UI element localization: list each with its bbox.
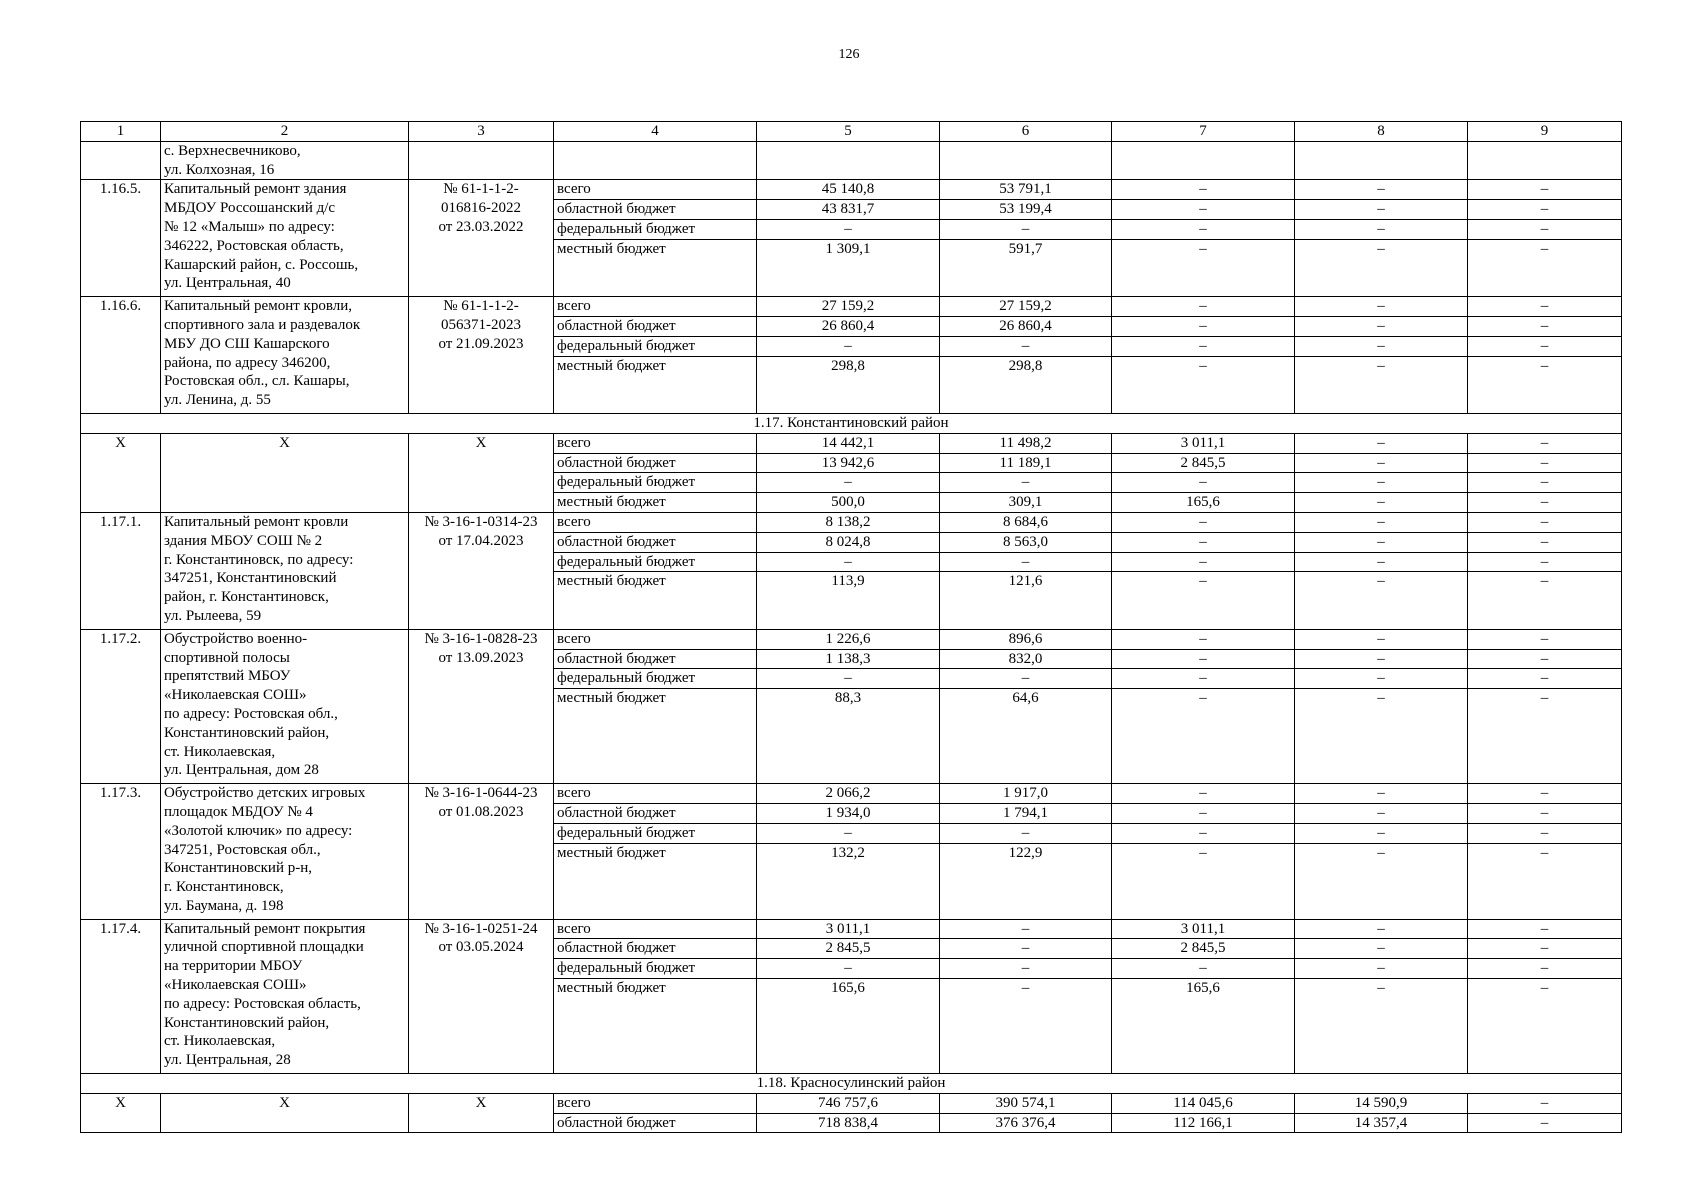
amount-cell-col6: 8 563,0: [940, 532, 1112, 552]
amount-cell-col9: –: [1468, 552, 1622, 572]
amount-cell-col6: 53 199,4: [940, 200, 1112, 220]
amount-cell-col7: –: [1112, 649, 1295, 669]
amount-cell-col9: –: [1468, 336, 1622, 356]
amount-cell-col7: –: [1112, 512, 1295, 532]
amount-cell-col8: –: [1295, 803, 1468, 823]
amount-cell-col8: –: [1295, 843, 1468, 919]
amount-cell-col8: –: [1295, 959, 1468, 979]
amount-cell-col7: –: [1112, 689, 1295, 784]
item-name-cell: Капитальный ремонт кровли здания МБОУ СОШ № 2 г. Константиновск, по адресу: 347251, Константиновский район, г. Константиновск, ул. Рылеева, 59: [161, 512, 409, 629]
amount-cell-col8: –: [1295, 649, 1468, 669]
amount-cell-col9: –: [1468, 239, 1622, 296]
amount-cell-col8: 14 357,4: [1295, 1113, 1468, 1133]
amount-cell-col9: –: [1468, 493, 1622, 513]
amount-cell-col6: 11 498,2: [940, 433, 1112, 453]
amount-cell-col9: –: [1468, 803, 1622, 823]
amount-cell-col9: –: [1468, 939, 1622, 959]
amount-cell-col5: 1 934,0: [757, 803, 940, 823]
item-number-cell: 1.16.6.: [81, 297, 161, 414]
table-row: [81, 512, 1622, 532]
funding-source-cell: всего: [554, 297, 757, 317]
column-number-9: 9: [1468, 122, 1622, 142]
amount-cell-col8: –: [1295, 239, 1468, 296]
amount-cell-col7: –: [1112, 823, 1295, 843]
empty-cell: [554, 141, 757, 180]
amount-cell-col8: –: [1295, 979, 1468, 1074]
funding-source-cell: федеральный бюджет: [554, 823, 757, 843]
section-title: 1.18. Красносулинский район: [81, 1074, 1622, 1094]
item-number-cell: [81, 141, 161, 180]
amount-cell-col8: –: [1295, 219, 1468, 239]
document-number-cell: № 3-16-1-0314-23 от 17.04.2023: [409, 512, 554, 629]
amount-cell-col5: 14 442,1: [757, 433, 940, 453]
column-number-4: 4: [554, 122, 757, 142]
column-number-8: 8: [1295, 122, 1468, 142]
empty-cell: [409, 141, 554, 180]
amount-cell-col7: –: [1112, 803, 1295, 823]
document-number-cell: X: [409, 1093, 554, 1133]
amount-cell-col7: –: [1112, 316, 1295, 336]
amount-cell-col9: –: [1468, 572, 1622, 629]
empty-cell: [1112, 141, 1295, 180]
amount-cell-col7: –: [1112, 784, 1295, 804]
amount-cell-col5: –: [757, 823, 940, 843]
amount-cell-col9: –: [1468, 532, 1622, 552]
amount-cell-col8: –: [1295, 784, 1468, 804]
table-body: [81, 122, 1622, 1133]
amount-cell-col6: 390 574,1: [940, 1093, 1112, 1113]
funding-source-cell: местный бюджет: [554, 493, 757, 513]
empty-cell: [1468, 141, 1622, 180]
amount-cell-col7: –: [1112, 959, 1295, 979]
amount-cell-col9: –: [1468, 316, 1622, 336]
amount-cell-col5: 1 309,1: [757, 239, 940, 296]
funding-source-cell: всего: [554, 1093, 757, 1113]
amount-cell-col5: 746 757,6: [757, 1093, 940, 1113]
amount-cell-col8: 14 590,9: [1295, 1093, 1468, 1113]
amount-cell-col7: 114 045,6: [1112, 1093, 1295, 1113]
amount-cell-col9: –: [1468, 1113, 1622, 1133]
amount-cell-col7: –: [1112, 629, 1295, 649]
amount-cell-col9: –: [1468, 200, 1622, 220]
amount-cell-col8: –: [1295, 823, 1468, 843]
amount-cell-col9: –: [1468, 959, 1622, 979]
amount-cell-col8: –: [1295, 180, 1468, 200]
column-number-6: 6: [940, 122, 1112, 142]
table-row: [81, 433, 1622, 453]
amount-cell-col7: –: [1112, 297, 1295, 317]
funding-source-cell: федеральный бюджет: [554, 336, 757, 356]
funding-source-cell: всего: [554, 512, 757, 532]
amount-cell-col9: –: [1468, 919, 1622, 939]
table-row: [81, 784, 1622, 804]
amount-cell-col7: –: [1112, 356, 1295, 413]
amount-cell-col6: 309,1: [940, 493, 1112, 513]
funding-source-cell: местный бюджет: [554, 239, 757, 296]
item-name-cell: Капитальный ремонт покрытия уличной спортивной площадки на территории МБОУ «Николаевская СОШ» по адресу: Ростовская область, Константиновский район, ст. Николаевская, ул. Центральная, 28: [161, 919, 409, 1073]
amount-cell-col5: 500,0: [757, 493, 940, 513]
page-number: 126: [838, 47, 860, 62]
amount-cell-col8: –: [1295, 572, 1468, 629]
funding-source-cell: областной бюджет: [554, 649, 757, 669]
funding-source-cell: местный бюджет: [554, 689, 757, 784]
amount-cell-col6: 11 189,1: [940, 453, 1112, 473]
amount-cell-col8: –: [1295, 200, 1468, 220]
amount-cell-col6: 64,6: [940, 689, 1112, 784]
column-number-5: 5: [757, 122, 940, 142]
amount-cell-col7: –: [1112, 200, 1295, 220]
table-row: [81, 919, 1622, 939]
item-name-cell: Обустройство военно- спортивной полосы препятствий МБОУ «Николаевская СОШ» по адресу: Ростовская обл., Константиновский район, ст. Николаевская, ул. Центральная, дом 28: [161, 629, 409, 783]
amount-cell-col9: –: [1468, 473, 1622, 493]
column-number-2: 2: [161, 122, 409, 142]
amount-cell-col8: –: [1295, 512, 1468, 532]
document-number-cell: № 3-16-1-0251-24 от 03.05.2024: [409, 919, 554, 1073]
table-row: [81, 629, 1622, 649]
amount-cell-col8: –: [1295, 669, 1468, 689]
funding-source-cell: местный бюджет: [554, 572, 757, 629]
funding-source-cell: областной бюджет: [554, 316, 757, 336]
amount-cell-col5: 2 845,5: [757, 939, 940, 959]
amount-cell-col6: 122,9: [940, 843, 1112, 919]
amount-cell-col8: –: [1295, 433, 1468, 453]
item-number-cell: 1.17.3.: [81, 784, 161, 920]
section-row: [81, 413, 1622, 433]
amount-cell-col5: 2 066,2: [757, 784, 940, 804]
amount-cell-col6: –: [940, 979, 1112, 1074]
amount-cell-col6: 832,0: [940, 649, 1112, 669]
amount-cell-col9: –: [1468, 453, 1622, 473]
amount-cell-col6: 53 791,1: [940, 180, 1112, 200]
amount-cell-col5: 45 140,8: [757, 180, 940, 200]
amount-cell-col5: –: [757, 473, 940, 493]
document-number-cell: № 3-16-1-0828-23 от 13.09.2023: [409, 629, 554, 783]
amount-cell-col7: –: [1112, 532, 1295, 552]
amount-cell-col9: –: [1468, 823, 1622, 843]
column-number-3: 3: [409, 122, 554, 142]
amount-cell-col7: –: [1112, 552, 1295, 572]
funding-source-cell: федеральный бюджет: [554, 473, 757, 493]
amount-cell-col5: –: [757, 219, 940, 239]
funding-source-cell: всего: [554, 629, 757, 649]
amount-cell-col8: –: [1295, 336, 1468, 356]
funding-source-cell: областной бюджет: [554, 803, 757, 823]
item-number-cell: 1.17.2.: [81, 629, 161, 783]
amount-cell-col5: 113,9: [757, 572, 940, 629]
amount-cell-col7: 2 845,5: [1112, 453, 1295, 473]
item-number-cell: X: [81, 1093, 161, 1133]
funding-source-cell: всего: [554, 180, 757, 200]
table-row: [81, 180, 1622, 200]
amount-cell-col8: –: [1295, 356, 1468, 413]
amount-cell-col5: 298,8: [757, 356, 940, 413]
header-row: [81, 122, 1622, 142]
amount-cell-col8: –: [1295, 316, 1468, 336]
empty-cell: [757, 141, 940, 180]
document-number-cell: № 61-1-1-2- 016816-2022 от 23.03.2022: [409, 180, 554, 297]
funding-source-cell: всего: [554, 784, 757, 804]
amount-cell-col6: –: [940, 959, 1112, 979]
amount-cell-col9: –: [1468, 784, 1622, 804]
funding-source-cell: местный бюджет: [554, 979, 757, 1074]
funding-source-cell: федеральный бюджет: [554, 219, 757, 239]
amount-cell-col9: –: [1468, 979, 1622, 1074]
amount-cell-col6: 298,8: [940, 356, 1112, 413]
amount-cell-col7: –: [1112, 180, 1295, 200]
amount-cell-col6: –: [940, 219, 1112, 239]
amount-cell-col9: –: [1468, 689, 1622, 784]
funding-source-cell: федеральный бюджет: [554, 552, 757, 572]
funding-source-cell: областной бюджет: [554, 200, 757, 220]
funding-source-cell: федеральный бюджет: [554, 669, 757, 689]
amount-cell-col7: –: [1112, 336, 1295, 356]
item-name-cell: с. Верхнесвечниково, ул. Колхозная, 16: [161, 141, 409, 180]
funding-source-cell: областной бюджет: [554, 532, 757, 552]
amount-cell-col7: 165,6: [1112, 979, 1295, 1074]
amount-cell-col8: –: [1295, 297, 1468, 317]
amount-cell-col7: 165,6: [1112, 493, 1295, 513]
empty-cell: [940, 141, 1112, 180]
empty-cell: [1295, 141, 1468, 180]
funding-source-cell: местный бюджет: [554, 356, 757, 413]
amount-cell-col7: –: [1112, 239, 1295, 296]
amount-cell-col8: –: [1295, 629, 1468, 649]
amount-cell-col6: 1 794,1: [940, 803, 1112, 823]
amount-cell-col5: 43 831,7: [757, 200, 940, 220]
amount-cell-col9: –: [1468, 1093, 1622, 1113]
item-number-cell: X: [81, 433, 161, 512]
amount-cell-col9: –: [1468, 297, 1622, 317]
funding-source-cell: всего: [554, 433, 757, 453]
amount-cell-col5: 8 138,2: [757, 512, 940, 532]
item-name-cell: Капитальный ремонт кровли, спортивного зала и раздевалок МБУ ДО СШ Кашарского района, по адресу 346200, Ростовская обл., сл. Кашары, ул. Ленина, д. 55: [161, 297, 409, 414]
item-name-cell: Капитальный ремонт здания МБДОУ Россошанский д/с № 12 «Малыш» по адресу: 346222, Ростовская область, Кашарский район, с. Россошь, ул. Центральная, 40: [161, 180, 409, 297]
amount-cell-col8: –: [1295, 493, 1468, 513]
funding-source-cell: областной бюджет: [554, 1113, 757, 1133]
amount-cell-col5: 3 011,1: [757, 919, 940, 939]
amount-cell-col5: –: [757, 959, 940, 979]
item-name-cell: Обустройство детских игровых площадок МБДОУ № 4 «Золотой ключик» по адресу: 347251, Ростовская обл., Константиновский р-н, г. Константиновск, ул. Баумана, д. 198: [161, 784, 409, 920]
amount-cell-col7: –: [1112, 669, 1295, 689]
amount-cell-col5: –: [757, 552, 940, 572]
amount-cell-col9: –: [1468, 219, 1622, 239]
amount-cell-col6: –: [940, 473, 1112, 493]
budget-table: [80, 121, 1622, 1133]
amount-cell-col6: 8 684,6: [940, 512, 1112, 532]
amount-cell-col7: 112 166,1: [1112, 1113, 1295, 1133]
table-row: [81, 1093, 1622, 1113]
funding-source-cell: местный бюджет: [554, 843, 757, 919]
amount-cell-col5: 26 860,4: [757, 316, 940, 336]
column-number-1: 1: [81, 122, 161, 142]
amount-cell-col5: 718 838,4: [757, 1113, 940, 1133]
funding-source-cell: федеральный бюджет: [554, 959, 757, 979]
amount-cell-col6: –: [940, 552, 1112, 572]
item-name-cell: X: [161, 433, 409, 512]
amount-cell-col7: 2 845,5: [1112, 939, 1295, 959]
amount-cell-col8: –: [1295, 532, 1468, 552]
amount-cell-col5: 1 226,6: [757, 629, 940, 649]
amount-cell-col6: 376 376,4: [940, 1113, 1112, 1133]
amount-cell-col8: –: [1295, 453, 1468, 473]
amount-cell-col5: 88,3: [757, 689, 940, 784]
funding-source-cell: всего: [554, 919, 757, 939]
amount-cell-col9: –: [1468, 433, 1622, 453]
funding-source-cell: областной бюджет: [554, 453, 757, 473]
amount-cell-col6: –: [940, 939, 1112, 959]
amount-cell-col7: 3 011,1: [1112, 919, 1295, 939]
amount-cell-col9: –: [1468, 180, 1622, 200]
document-number-cell: № 61-1-1-2- 056371-2023 от 21.09.2023: [409, 297, 554, 414]
amount-cell-col7: 3 011,1: [1112, 433, 1295, 453]
item-name-cell: X: [161, 1093, 409, 1133]
amount-cell-col7: –: [1112, 843, 1295, 919]
amount-cell-col7: –: [1112, 219, 1295, 239]
item-number-cell: 1.16.5.: [81, 180, 161, 297]
document-number-cell: X: [409, 433, 554, 512]
amount-cell-col8: –: [1295, 473, 1468, 493]
amount-cell-col8: –: [1295, 919, 1468, 939]
amount-cell-col5: 165,6: [757, 979, 940, 1074]
amount-cell-col5: 8 024,8: [757, 532, 940, 552]
amount-cell-col5: 132,2: [757, 843, 940, 919]
amount-cell-col9: –: [1468, 512, 1622, 532]
amount-cell-col5: –: [757, 669, 940, 689]
amount-cell-col6: –: [940, 919, 1112, 939]
amount-cell-col6: 26 860,4: [940, 316, 1112, 336]
amount-cell-col6: –: [940, 669, 1112, 689]
amount-cell-col5: 13 942,6: [757, 453, 940, 473]
amount-cell-col5: 27 159,2: [757, 297, 940, 317]
item-number-cell: 1.17.4.: [81, 919, 161, 1073]
item-number-cell: 1.17.1.: [81, 512, 161, 629]
amount-cell-col6: –: [940, 336, 1112, 356]
funding-source-cell: областной бюджет: [554, 939, 757, 959]
amount-cell-col9: –: [1468, 629, 1622, 649]
amount-cell-col9: –: [1468, 669, 1622, 689]
amount-cell-col7: –: [1112, 572, 1295, 629]
document-number-cell: № 3-16-1-0644-23 от 01.08.2023: [409, 784, 554, 920]
amount-cell-col9: –: [1468, 843, 1622, 919]
amount-cell-col5: –: [757, 336, 940, 356]
amount-cell-col6: 27 159,2: [940, 297, 1112, 317]
amount-cell-col6: –: [940, 823, 1112, 843]
amount-cell-col7: –: [1112, 473, 1295, 493]
column-number-7: 7: [1112, 122, 1295, 142]
amount-cell-col8: –: [1295, 689, 1468, 784]
amount-cell-col9: –: [1468, 356, 1622, 413]
amount-cell-col6: 1 917,0: [940, 784, 1112, 804]
table-row: [81, 297, 1622, 317]
amount-cell-col6: 591,7: [940, 239, 1112, 296]
amount-cell-col8: –: [1295, 939, 1468, 959]
section-row: [81, 1074, 1622, 1094]
section-title: 1.17. Константиновский район: [81, 413, 1622, 433]
amount-cell-col5: 1 138,3: [757, 649, 940, 669]
amount-cell-col6: 896,6: [940, 629, 1112, 649]
amount-cell-col6: 121,6: [940, 572, 1112, 629]
amount-cell-col9: –: [1468, 649, 1622, 669]
amount-cell-col8: –: [1295, 552, 1468, 572]
